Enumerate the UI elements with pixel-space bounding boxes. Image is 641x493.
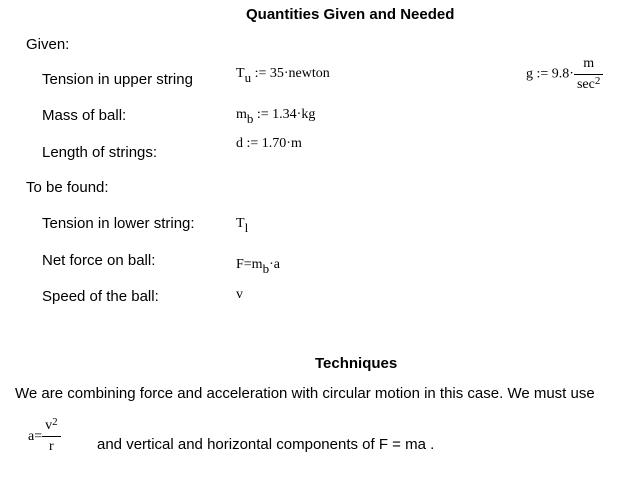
eq-rest: := 1.70·m (243, 136, 302, 151)
gravity-eq (526, 56, 603, 93)
eq-symbol: T (236, 216, 245, 231)
found-label-speed: Speed of the ball: (42, 288, 159, 305)
centripetal-fraction (42, 418, 61, 455)
section-title-techniques: Techniques (315, 355, 398, 372)
eq-subscript: b (262, 261, 270, 276)
centripetal-denominator: r (49, 439, 54, 454)
section-title-quantities: Quantities Given and Needed (246, 6, 455, 23)
eq-symbol: F=m (236, 257, 263, 272)
eq-subscript: u (244, 70, 252, 85)
eq-rest: ·a (269, 257, 280, 272)
eq-rest: := 1.34·kg (253, 107, 316, 122)
eq-subscript: b (246, 111, 254, 126)
given-eq-tension-upper (236, 65, 330, 85)
eq-subscript: l (244, 220, 249, 235)
found-eq-net-force (236, 256, 280, 276)
centripetal-num-base: v (45, 418, 53, 433)
eq-symbol: d (236, 136, 243, 151)
found-eq-tension-lower (236, 215, 249, 235)
given-label-length: Length of strings: (42, 144, 158, 161)
eq-rest: := 35·newton (251, 66, 330, 81)
eq-symbol: v (236, 287, 243, 302)
gravity-lhs: g := 9.8· (526, 66, 574, 82)
eq-symbol: m (236, 107, 247, 122)
eq-symbol: T (236, 66, 245, 81)
given-label-mass: Mass of ball: (42, 107, 127, 124)
fraction-bar (42, 436, 61, 437)
given-eq-length (236, 136, 302, 152)
gravity-denominator (574, 77, 603, 93)
gravity-fraction (574, 56, 603, 93)
techniques-text: We are combining force and acceleration with circular motion in this case. We must use (15, 385, 595, 402)
found-eq-speed (236, 287, 243, 303)
found-label-net-force: Net force on ball: (42, 252, 156, 269)
gravity-den-exponent: 2 (594, 75, 601, 87)
components-text: and vertical and horizontal components of F = ma . (97, 436, 435, 453)
centripetal-numerator (42, 418, 61, 434)
found-heading: To be found: (26, 179, 109, 196)
centripetal-num-exponent: 2 (52, 416, 58, 428)
centripetal-lhs: a= (28, 428, 43, 444)
given-heading: Given: (26, 36, 70, 53)
given-eq-mass (236, 106, 316, 126)
given-label-tension-upper: Tension in upper string (42, 71, 193, 88)
gravity-numerator: m (583, 56, 595, 71)
found-label-tension-lower: Tension in lower string: (42, 215, 195, 232)
centripetal-eq (28, 418, 61, 455)
gravity-den-base: sec (576, 77, 595, 92)
